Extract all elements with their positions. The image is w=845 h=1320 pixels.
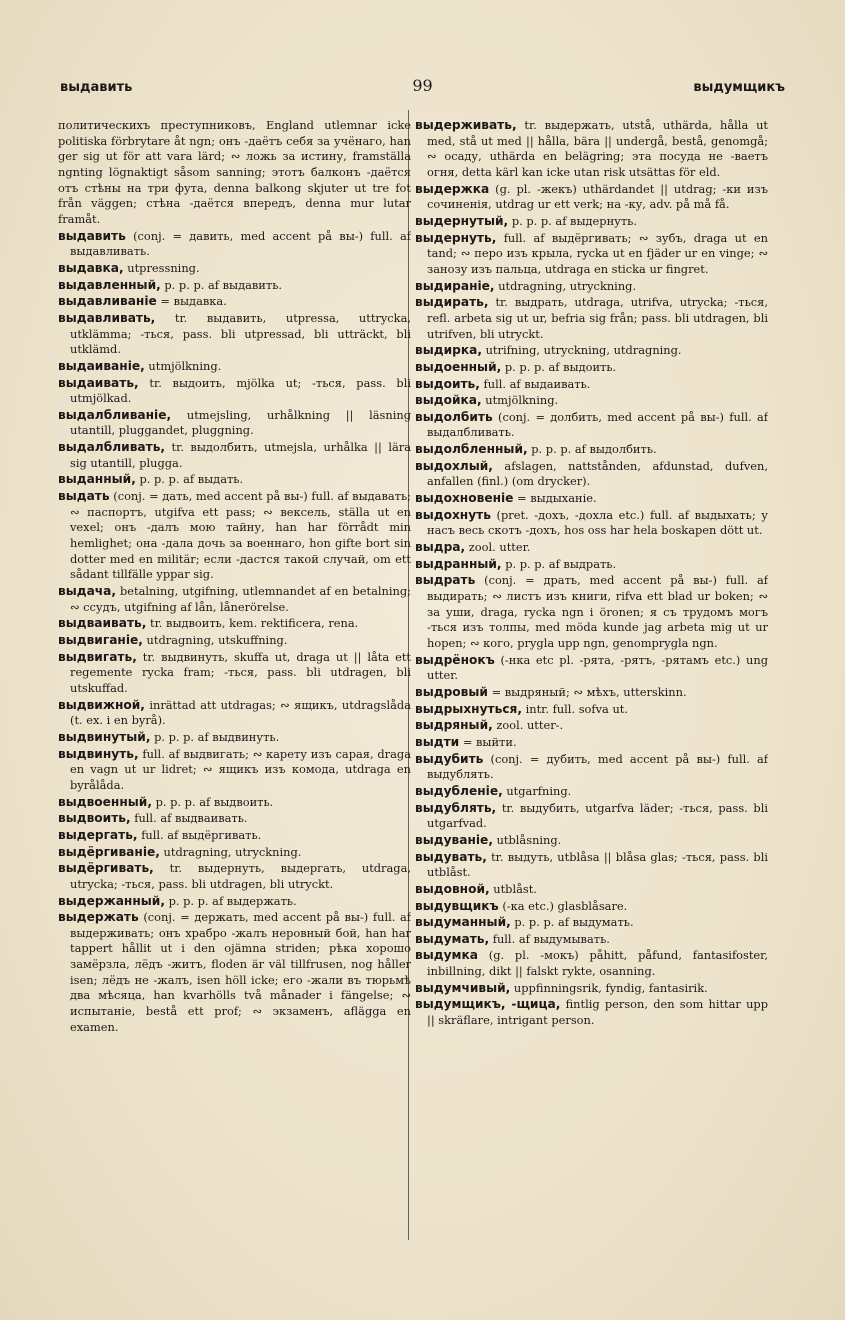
entry-definition: utdragning, utryckning.: [163, 844, 302, 859]
entry-definition: utmjölkning.: [485, 393, 559, 408]
dictionary-entry: [415, 557, 768, 573]
entry-headword: выдавливаніе: [58, 294, 157, 309]
entry-definition: full. af выдваивать.: [134, 811, 248, 826]
entry-definition: utblåst.: [493, 881, 537, 896]
entry-headword: выдровый: [415, 684, 488, 699]
entry-definition: zool. utter.: [468, 540, 531, 555]
entry-headword: выдерживать,: [415, 118, 517, 132]
entry-definition: utdragning, utryckning.: [498, 278, 637, 293]
entry-definition: full. af выдумывать.: [492, 931, 610, 946]
dictionary-entry: [415, 491, 768, 507]
entry-definition: p. p. p. af выдать.: [139, 472, 244, 487]
dictionary-entry: [415, 685, 768, 701]
dictionary-entry: [415, 915, 768, 931]
entry-headword: выдряный,: [415, 718, 493, 733]
entry-definition: = выдыханіе.: [517, 491, 597, 506]
dictionary-entry: [415, 948, 768, 979]
dictionary-entry: [415, 343, 768, 359]
entry-headword: выдвоить,: [58, 811, 131, 826]
header-left-guide-word: выдавить: [60, 80, 133, 95]
entry-headword: выдуваніе,: [415, 832, 493, 847]
entry-headword: выдваивать,: [58, 616, 147, 631]
dictionary-entry: [58, 894, 411, 910]
dictionary-entry: [58, 311, 411, 358]
entry-headword: выдубленіе,: [415, 783, 503, 798]
entry-definition: = выдряный; ∾ мѣхъ, utterskinn.: [491, 684, 687, 699]
entry-definition: utmejsling, urhålkning || läsning utantill, pluggandet, pluggning.: [70, 407, 411, 438]
left-column: [58, 118, 411, 1238]
entry-headword: выдержанный,: [58, 893, 165, 908]
entry-definition: = выдавка.: [160, 294, 227, 309]
dictionary-entry: [415, 508, 768, 539]
entry-headword: выдублять,: [415, 800, 497, 815]
entry-definition: = выйти.: [462, 734, 517, 749]
entry-definition: full. af выдвигать; ∾ карету изъ сарая, draga en vagn ut ur lidret; ∾ ящикъ изъ комода, utdraga en byrålåda.: [70, 746, 411, 792]
dictionary-entry: [415, 653, 768, 684]
dictionary-entry: [415, 850, 768, 881]
entry-definition: tr. выдолбить, utmejsla, urhålka || lära sig utantill, plugga.: [70, 440, 411, 470]
entry-headword: выдирать,: [415, 295, 489, 310]
entry-definition: tr. выдавить, utpressa, uttrycka, utklämma; -ться, pass. bli utpressad, bli utträckt, bli utklämd.: [70, 310, 411, 357]
entry-headword: выдумчивый,: [415, 980, 511, 995]
entry-headword: выдвинутый,: [58, 729, 151, 744]
entry-definition: zool. utter-.: [496, 718, 564, 733]
dictionary-entry: [58, 584, 411, 615]
entry-definition: (conj. = держать, med accent på вы-) full. af выдерживать; онъ храбро -жалъ неровный бой, han har tappert hållit ut i den ojämna striden; рѣка хорошо замёрзла, лёдъ -житъ, floden är väl tillfrusen, nog håller isen; лёдъ не -жалъ, isen höll icke; его -жали въ тюрьмѣ два мѣсяца, han kvarhölls två månader i fängelse; ∾ испытаніе, bestå ett prof; ∾ экзаменъ, aflägga en examen.: [70, 910, 411, 1034]
dictionary-entry: [415, 882, 768, 898]
entry-headword: выдвинуть,: [58, 746, 139, 761]
entry-definition: p. p. p. af выдрать.: [505, 556, 617, 571]
entry-definition: utmjölkning.: [148, 358, 222, 373]
dictionary-entry: [415, 702, 768, 718]
dictionary-entry: [415, 899, 768, 915]
entry-headword: выдернутый,: [415, 213, 509, 228]
dictionary-entry: [415, 410, 768, 441]
entry-headword: выдранный,: [415, 556, 502, 571]
entry-definition: (-ка etc.) glasblåsare.: [502, 898, 628, 913]
dictionary-entry: [415, 393, 768, 409]
entry-headword: выдаивать,: [58, 375, 139, 390]
entry-definition: (pret. -дохъ, -дохла etc.) full. af выдыхать; у насъ весь скотъ -дохъ, hos oss har hela boskapen dött ut.: [427, 507, 768, 538]
dictionary-entry: [415, 377, 768, 393]
entry-headword: выдохнуть: [415, 507, 491, 522]
entry-headword: выдрыхнуться,: [415, 701, 522, 716]
entry-definition: tr. выдернуть, выдергать, utdraga, utrycka; -ться, pass. bli utdragen, bli utryckt.: [70, 861, 411, 891]
entry-headword: выдра,: [415, 540, 466, 555]
entry-headword: выдумка: [415, 948, 478, 963]
entry-headword: выдернуть,: [415, 230, 497, 245]
entry-definition: p. p. p. af выдержать.: [168, 893, 297, 908]
entry-headword: выдуманный,: [415, 915, 511, 930]
entry-definition: utblåsning.: [496, 832, 562, 847]
entry-definition: p. p. p. af выдернуть.: [511, 213, 637, 228]
entry-headword: выдержать: [58, 910, 139, 925]
entry-definition: tr. выдуть, utblåsa || blåsa glas; -ться, pass. bli utblåst.: [427, 849, 768, 880]
entry-definition: (conj. = дубить, med accent på вы-) full. af выдублять.: [427, 751, 768, 782]
entry-headword: выдергать,: [58, 827, 138, 842]
entry-headword: выдвигать,: [58, 649, 137, 664]
dictionary-entry: [415, 573, 768, 651]
entry-definition: p. p. p. af выдумать.: [514, 915, 634, 930]
entry-definition: uppfinningsrik, fyndig, fantasirik.: [513, 980, 708, 995]
entry-headword: выдумать,: [415, 931, 490, 946]
dictionary-entry: [415, 752, 768, 783]
entry-definition: utpressning.: [127, 260, 200, 275]
entry-definition: tr. выдвинуть, skuffa ut, draga ut || låta ett regemente rycka fram; -ться, pass. bli utdragen, bli utskuffad.: [70, 649, 411, 695]
page-header: [60, 76, 785, 104]
dictionary-entry: [415, 981, 768, 997]
entry-headword: выдувать,: [415, 849, 487, 864]
entry-definition: betalning, utgifning, utlemnandet af en betalning; ∾ ссудъ, utgifning af lån, lånerörelse.: [70, 584, 411, 614]
entry-headword: выдойка,: [415, 393, 482, 408]
entry-headword: выдубить: [415, 751, 484, 766]
entry-headword: выдирка,: [415, 343, 482, 358]
dictionary-entry: [58, 408, 411, 439]
dictionary-entry: [58, 910, 411, 1035]
entry-definition: afslagen, nattstånden, afdunstad, dufven, anfallen (finl.) (om drycker).: [427, 458, 768, 489]
entry-headword: выдавить: [58, 228, 126, 243]
entry-definition: tr. выдрать, utdraga, utrifva, utrycka; -ться, refl. arbeta sig ut ur, befria sig från; pass. bli utdragen, bli utrifven, bli utryckt.: [427, 295, 768, 341]
dictionary-entry: [58, 650, 411, 697]
dictionary-entry: [415, 459, 768, 490]
dictionary-entry: [415, 295, 768, 342]
right-column: [415, 118, 768, 1238]
dictionary-entry: [58, 616, 411, 632]
dictionary-entry: [58, 440, 411, 471]
entry-definition: utgarfning.: [506, 783, 572, 798]
dictionary-entry: [58, 747, 411, 794]
entry-headword: выдолбленный,: [415, 442, 528, 457]
entry-headword: выдавленный,: [58, 277, 161, 292]
entry-definition: (conj. = давить, med accent på вы-) full. af выдавливать.: [70, 228, 411, 259]
dictionary-entry: [58, 811, 411, 827]
entry-definition: inrättad att utdragas; ∾ ящикъ, utdragslåda (t. ex. i en byrå).: [70, 697, 411, 728]
dictionary-entry: [58, 861, 411, 892]
entry-headword: выдвоенный,: [58, 794, 152, 809]
dictionary-entry: [415, 540, 768, 556]
dictionary-entry: [58, 489, 411, 583]
entry-definition: p. p. p. af выдолбить.: [531, 442, 657, 457]
entry-definition: full. af выдаивать.: [483, 376, 591, 391]
dictionary-entry: [58, 359, 411, 375]
dictionary-entry: [415, 214, 768, 230]
dictionary-entry: [58, 795, 411, 811]
page-number: 99: [412, 76, 433, 95]
dictionary-entry: [415, 932, 768, 948]
entry-headword: выдолбить: [415, 409, 493, 424]
entry-headword: выдрёнокъ: [415, 652, 495, 667]
dictionary-entry: [58, 828, 411, 844]
dictionary-entry: [415, 442, 768, 458]
entry-definition: full. af выдёргивать.: [141, 827, 262, 842]
dictionary-entry: [58, 633, 411, 649]
dictionary-entry: [415, 801, 768, 832]
dictionary-entry: [58, 229, 411, 260]
entry-definition: p. p. p. af выдвоить.: [155, 794, 274, 809]
entry-headword: выдохновеніе: [415, 491, 514, 506]
dictionary-entry: [415, 182, 768, 213]
dictionary-entry: [58, 376, 411, 407]
entry-definition: (-нка etc pl. -рята, -рятъ, -рятамъ etc.) ung utter.: [427, 652, 768, 683]
entry-headword: выдумщикъ, -щица,: [415, 997, 561, 1012]
entry-definition: (g. pl. -мокъ) påhitt, påfund, fantasifoster, inbillning, dikt || falskt rykte, osanning.: [427, 948, 768, 979]
entry-definition: p. p. p. af выдоить.: [504, 359, 617, 374]
entry-definition: (conj. = дать, med accent på вы-) full. af выдавать; ∾ паспортъ, utgifva ett pass; ∾ вексель, ställa ut en vexel; онъ -далъ мою тайну, han har förrådt min hemlighet; она -дала дочь за военнаго, hon gifte bort sin dotter med en militär; если -дастся такой случай, om ett sådant tillfälle yppar sig.: [70, 489, 411, 582]
entry-headword: выдти: [415, 734, 460, 749]
entry-headword: выданный,: [58, 472, 136, 487]
entry-headword: выдёргивать,: [58, 861, 154, 876]
dictionary-entry: [58, 294, 411, 310]
entry-headword: выдать: [58, 489, 110, 504]
entry-headword: выдвижной,: [58, 697, 145, 712]
entry-definition: full. af выдёргивать; ∾ зубъ, draga ut en tand; ∾ перо изъ крыла, rycka ut en fjäder ur en vinge; ∾ занозу изъ пальца, utdraga en sticka ur fingret.: [427, 230, 768, 276]
entry-headword: выдача,: [58, 584, 117, 599]
entry-headword: выдавка,: [58, 260, 124, 275]
entry-definition: p. p. p. af выдавить.: [164, 277, 283, 292]
dictionary-entry: [58, 261, 411, 277]
entry-definition: tr. выдержать, utstå, uthärda, hålla ut med, stå ut med || hålla, bära || undergå, bestå, genomgå; ∾ осаду, uthärda en belägring; эта посуда не -ваетъ огня, detta kärl kan icke utan risk utsättas för eld.: [427, 118, 768, 179]
entry-headword: выдавливать,: [58, 310, 156, 325]
dictionary-entry: [58, 118, 411, 228]
dictionary-entry: [415, 279, 768, 295]
entry-headword: выдвиганіе,: [58, 633, 143, 647]
entry-headword: выдувщикъ: [415, 898, 499, 913]
entry-definition: tr. выдоить, mjölka ut; -ться, pass. bli utmjölkad.: [70, 375, 411, 406]
entry-headword: выдёргиваніе,: [58, 844, 160, 859]
dictionary-entry: [415, 360, 768, 376]
entry-definition: p. p. p. af выдвинуть.: [154, 729, 280, 744]
dictionary-entry: [415, 231, 768, 278]
entry-headword: выдаиваніе,: [58, 358, 145, 373]
entry-definition: политическихъ преступниковъ, England utlemnar icke politiska förbrytare åt ngn; онъ -даётъ себя за учёнаго, han ger sig ut för att vara lärd; ∾ ложь за истину, framställa ngnting lögnaktigt såsom sanning; этотъ балконъ -даётся отъ стѣны на три фута, denna balkong skjuter ut tre fot från väggen; стѣна -даётся впередъ, denna mur lutar framåt.: [58, 118, 411, 226]
dictionary-entry: [415, 784, 768, 800]
dictionary-entry: [58, 698, 411, 729]
entry-definition: tr. выдубить, utgarfva läder; -ться, pass. bli utgarfvad.: [427, 800, 768, 831]
dictionary-entry: [415, 833, 768, 849]
entry-definition: (g. pl. -жекъ) uthärdandet || utdrag; -ки изъ сочиненія, utdrag ur ett verk; на -ку, adv. på må få.: [427, 181, 768, 212]
entry-definition: utrifning, utryckning, utdragning.: [485, 343, 682, 358]
entry-definition: intr. full. sofva ut.: [525, 701, 628, 716]
entry-headword: выдрать: [415, 573, 476, 588]
dictionary-entry: [58, 730, 411, 746]
dictionary-entry: [58, 278, 411, 294]
dictionary-entry: [415, 735, 768, 751]
entry-definition: (conj. = драть, med accent på вы-) full. af выдирать; ∾ листъ изъ книги, rifva ett blad ur boken; ∾ за уши, draga, rycka ngn i öronen; я съ трудомъ могъ -ться изъ толпы, med möda kunde jag arbeta mig ut ur hopen; ∾ кого, prygla upp ngn, genomprygla ngn.: [427, 573, 768, 650]
dictionary-entry: [58, 472, 411, 488]
entry-definition: fintlig person, den som hittar upp || skräflare, intrigant person.: [427, 997, 768, 1028]
entry-headword: выдовной,: [415, 881, 490, 896]
entry-headword: выдалбливать,: [58, 440, 166, 455]
dictionary-entry: [415, 118, 768, 181]
entry-definition: utdragning, utskuffning.: [146, 633, 288, 647]
entry-headword: выдалбливаніе,: [58, 407, 172, 422]
entry-headword: выдержка: [415, 181, 490, 196]
entry-headword: выдоить,: [415, 376, 480, 391]
entry-headword: выдираніе,: [415, 278, 495, 293]
dictionary-entry: [58, 845, 411, 861]
dictionary-entry: [415, 718, 768, 734]
entry-headword: выдоенный,: [415, 359, 502, 374]
entry-definition: (conj. = долбить, med accent på вы-) full. af выдалбливать.: [427, 409, 768, 440]
header-right-guide-word: выдумщикъ: [693, 80, 785, 95]
entry-definition: tr. выдвоить, kem. rektificera, rena.: [150, 616, 359, 631]
entry-headword: выдохлый,: [415, 458, 493, 473]
dictionary-entry: [415, 997, 768, 1028]
